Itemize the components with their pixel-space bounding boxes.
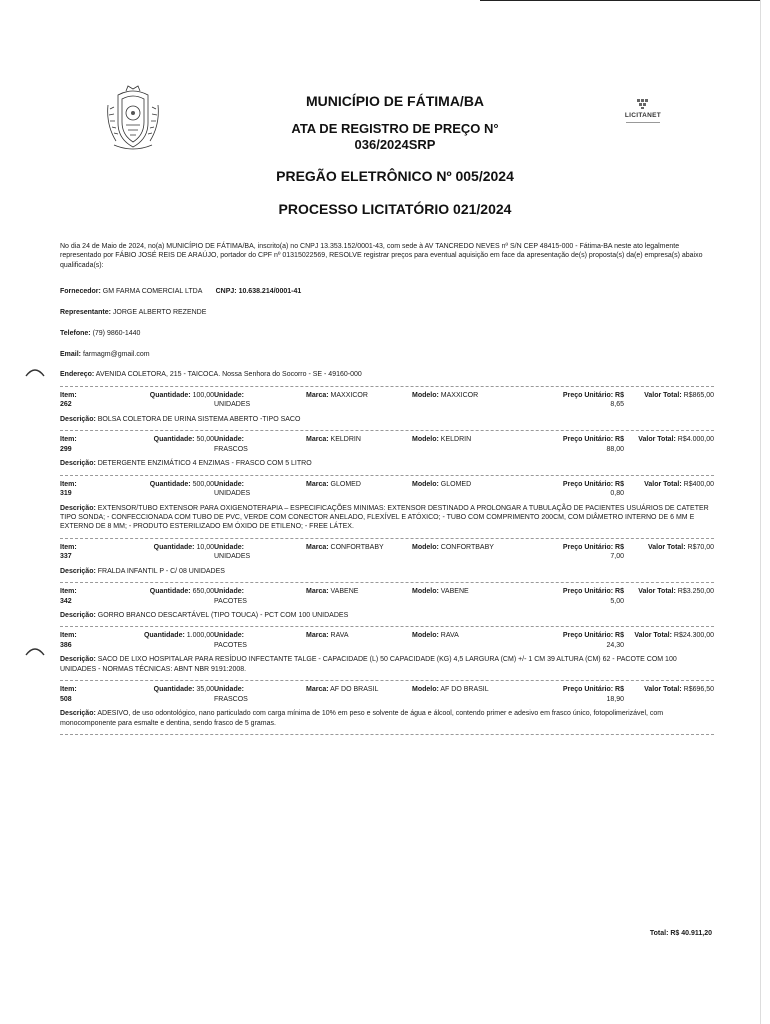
modelo-value: RAVA: [440, 632, 459, 640]
item-cell: [60, 587, 116, 606]
licitanet-logo-icon: [636, 98, 650, 110]
valor-label: Valor Total:: [638, 588, 676, 596]
modelo-cell: [412, 480, 540, 499]
marca-cell: [306, 391, 412, 410]
quantidade-cell: [116, 543, 214, 562]
intro-paragraph: No dia 24 de Maio de 2024, no(a) MUNICÍPIO DE FÁTIMA/BA, inscrito(a) no CNPJ 13.353.152/0001-43, com sede à AV TANCREDO NEVES nº S/N CEP 48415-000 - Fátima-BA neste ato legalmente representado por FÁBIO JOSÉ REIS DE ARAÚJO, portador do CPF nº 01315022569, RESOLVE registrar preços para eventual aquisição em face da apresentação de(s) proposta(s) da(e) empresa(s) abaixo qualificada(s):: [60, 243, 703, 269]
marca-label: Marca:: [306, 543, 329, 551]
item-description: [60, 609, 714, 626]
fornecedor-value: GM FARMA COMERCIAL LTDA: [102, 288, 202, 295]
hole-punch-mark-icon: [24, 368, 46, 378]
modelo-cell: [412, 543, 540, 562]
item-number: 342: [60, 597, 72, 605]
quantidade-label: Quantidade:: [143, 632, 185, 640]
item-number: 319: [60, 490, 72, 498]
item-row: [60, 539, 714, 565]
top-rule: [480, 0, 760, 1]
marca-label: Marca:: [306, 686, 329, 694]
quantidade-label: Quantidade:: [149, 480, 191, 488]
preco-value: 0,80: [610, 490, 624, 498]
representante-label: Representante:: [60, 309, 111, 316]
descricao-value: GORRO BRANCO DESCARTÁVEL (TIPO TOUCA) - PCT COM 100 UNIDADES: [97, 612, 349, 619]
endereco-value: AVENIDA COLETORA, 215 - TAICOCA. Nossa Senhora do Socorro - SE - 49160-000: [95, 371, 362, 378]
valor-cell: [624, 391, 714, 410]
quantidade-value: 10,00: [196, 543, 214, 551]
preco-cell: [540, 685, 624, 704]
marca-label: Marca:: [306, 392, 329, 399]
item-cell: [60, 685, 116, 704]
quantidade-value: 100,00: [192, 392, 214, 399]
processo-title: PROCESSO LICITATÓRIO 021/2024: [278, 200, 512, 217]
marca-cell: [306, 631, 412, 650]
licitanet-name: LICITANET: [624, 112, 662, 119]
quantidade-cell: [116, 631, 214, 650]
unidade-label: Unidade:: [214, 632, 244, 640]
modelo-cell: [412, 391, 540, 410]
modelo-value: AF DO BRASIL: [440, 686, 489, 694]
preco-cell: [540, 543, 624, 562]
email-label: Email:: [60, 351, 82, 358]
valor-cell: [624, 435, 714, 454]
quantidade-value: 35,00: [196, 686, 214, 694]
valor-value: R$696,50: [683, 686, 714, 694]
modelo-label: Modelo:: [412, 436, 439, 444]
preco-label: Preço Unitário: R$: [562, 480, 624, 488]
quantidade-cell: [116, 480, 214, 499]
email-line: [60, 350, 710, 359]
item-cell: [60, 543, 116, 562]
quantidade-label: Quantidade:: [153, 543, 195, 551]
marca-value: CONFORTBABY: [330, 543, 384, 551]
unidade-label: Unidade:: [214, 686, 244, 694]
descricao-label: Descrição:: [60, 656, 96, 664]
descricao-label: Descrição:: [60, 504, 96, 512]
item-cell: [60, 391, 116, 410]
valor-value: R$400,00: [683, 480, 714, 488]
unidade-cell: [214, 631, 306, 650]
valor-cell: [624, 543, 714, 562]
items-list: [60, 386, 714, 735]
representante-line: [60, 308, 710, 317]
cnpj-label: CNPJ:: [215, 288, 237, 295]
endereco-line: [60, 370, 710, 379]
grand-total: Total: R$ 40.911,20: [649, 930, 712, 937]
modelo-cell: [412, 435, 540, 454]
item-label: Item:: [60, 543, 77, 551]
preco-value: 5,00: [610, 597, 624, 605]
unidade-label: Unidade:: [214, 436, 244, 444]
valor-value: R$24.300,00: [673, 632, 714, 640]
item-label: Item:: [60, 480, 77, 488]
quantidade-label: Quantidade:: [153, 686, 195, 694]
modelo-label: Modelo:: [412, 588, 439, 596]
item-cell: [60, 631, 116, 650]
marca-value: KELDRIN: [330, 436, 361, 444]
modelo-label: Modelo:: [412, 392, 439, 399]
quantidade-cell: [116, 685, 214, 704]
valor-value: R$865,00: [683, 392, 714, 399]
valor-cell: [624, 480, 714, 499]
preco-cell: [540, 391, 624, 410]
preco-cell: [540, 631, 624, 650]
representante-value: JORGE ALBERTO REZENDE: [112, 309, 207, 316]
modelo-label: Modelo:: [412, 686, 439, 694]
unidade-label: Unidade:: [214, 480, 244, 488]
quantidade-value: 50,00: [196, 436, 214, 444]
preco-value: 18,90: [606, 695, 624, 703]
unidade-value: FRASCOS: [214, 695, 248, 703]
valor-cell: [624, 685, 714, 704]
quantidade-cell: [116, 587, 214, 606]
marca-cell: [306, 543, 412, 562]
valor-cell: [624, 587, 714, 606]
licitanet-tagline: [626, 122, 660, 123]
unidade-value: FRASCOS: [214, 445, 248, 453]
unidade-cell: [214, 435, 306, 454]
unidade-value: UNIDADES: [214, 490, 251, 498]
ata-title-line2: 036/2024SRP: [354, 136, 436, 152]
modelo-label: Modelo:: [412, 543, 439, 551]
municipal-coat-of-arms-icon: [104, 85, 162, 153]
preco-label: Preço Unitário: R$: [562, 543, 624, 551]
unidade-value: UNIDADES: [214, 553, 251, 561]
marca-value: RAVA: [330, 632, 349, 640]
marca-cell: [306, 685, 412, 704]
valor-cell: [624, 631, 714, 650]
modelo-value: GLOMED: [440, 480, 472, 488]
licitanet-logo: [618, 98, 668, 124]
valor-label: Valor Total:: [644, 392, 682, 399]
quantidade-label: Quantidade:: [149, 588, 191, 596]
valor-label: Valor Total:: [647, 543, 686, 551]
marca-cell: [306, 587, 412, 606]
cnpj-value: 10.638.214/0001-41: [238, 288, 302, 295]
marca-value: AF DO BRASIL: [330, 686, 379, 694]
preco-label: Preço Unitário: R$: [562, 436, 624, 444]
marca-label: Marca:: [306, 588, 329, 596]
endereco-label: Endereço:: [60, 371, 95, 378]
modelo-cell: [412, 587, 540, 606]
descricao-label: Descrição:: [60, 612, 96, 619]
item-description: [60, 653, 714, 680]
item-label: Item:: [60, 392, 77, 399]
document-header: [230, 92, 560, 218]
valor-value: R$70,00: [687, 543, 714, 551]
modelo-label: Modelo:: [412, 480, 439, 488]
unidade-cell: [214, 480, 306, 499]
descricao-label: Descrição:: [60, 567, 96, 575]
marca-label: Marca:: [306, 436, 329, 444]
unidade-label: Unidade:: [214, 588, 244, 596]
item-cell: [60, 480, 116, 499]
telefone-label: Telefone:: [60, 330, 91, 337]
modelo-value: KELDRIN: [440, 436, 472, 444]
item-row: [60, 476, 714, 502]
quantidade-label: Quantidade:: [149, 392, 191, 399]
hole-punch-mark-icon: [24, 647, 46, 657]
preco-value: 7,00: [610, 553, 624, 561]
preco-label: Preço Unitário: R$: [562, 392, 624, 399]
page-edge: [760, 0, 761, 1024]
descricao-value: EXTENSOR/TUBO EXTENSOR PARA OXIGENOTERAPIA – ESPECIFICAÇÕES MINIMAS: EXTENSOR DESTINADO A PROLONGAR A TUBULAÇÃO DE PACIENTES USUÁRIOS DE CATETER TIPO SONDA; - CONFECCIONADA COM TUBO DE PVC, VERDE COM CONECTOR ANELADO, FLEXÍVEL E ATÓXICO; - TUBO COM COMPRIMENTO 200CM, COM DIÂMETRO INTERNO DE 6 MM E EXTERNO DE 8 MM; - PRODUTO ESTERILIZADO EM ÓXIDO DE ETILENO; - FREE LÁTEX.: [60, 504, 709, 531]
preco-cell: [540, 587, 624, 606]
item-number: 262: [60, 401, 72, 409]
marca-cell: [306, 435, 412, 454]
valor-label: Valor Total:: [644, 686, 682, 694]
descricao-value: BOLSA COLETORA DE URINA SISTEMA ABERTO -TIPO SACO: [97, 415, 301, 423]
quantidade-label: Quantidade:: [153, 436, 195, 444]
preco-value: 8,65: [610, 401, 624, 409]
marca-label: Marca:: [306, 632, 329, 640]
quantidade-value: 650,00: [192, 588, 214, 596]
descricao-value: SACO DE LIXO HOSPITALAR PARA RESÍDUO INFECTANTE TALGE - CAPACIDADE (L) 50 CAPACIDADE (KG) 4,5 LARGURA (CM) +/- 1 CM 39 ALTURA (CM) 62 - PACOTE COM 100 UNIDADES - NORMAS TÉCNICAS: ABNT NBR 9191:2008.: [60, 656, 677, 673]
marca-value: GLOMED: [330, 480, 361, 488]
item-label: Item:: [60, 686, 77, 694]
ata-title-line1: ATA DE REGISTRO DE PREÇO N°: [291, 120, 499, 136]
modelo-value: CONFORTBABY: [440, 543, 494, 551]
supplier-line: [60, 287, 710, 296]
marca-value: MAXXICOR: [330, 392, 368, 399]
item-label: Item:: [60, 632, 77, 640]
email-value: farmagm@gmail.com: [82, 351, 150, 358]
municipio-title: MUNICÍPIO DE FÁTIMA/BA: [305, 93, 485, 109]
preco-label: Preço Unitário: R$: [562, 686, 624, 694]
item-row: [60, 681, 714, 707]
separator: [60, 734, 714, 735]
item-number: 508: [60, 695, 72, 703]
unidade-cell: [214, 685, 306, 704]
preco-value: 88,00: [606, 445, 624, 453]
telefone-line: [60, 329, 710, 338]
descricao-value: FRALDA INFANTIL P - C/ 08 UNIDADES: [97, 567, 225, 575]
modelo-value: VABENE: [440, 588, 469, 596]
descricao-value: ADESIVO, de uso odontológico, nano particulado com carga mínima de 10% em peso e solvente de água e álcool, contendo primer e adesivo em frasco único, fotopolimerizável, com monocomponente para esmalte e dentina, sendo frasco de 5 gramas.: [60, 710, 664, 727]
preco-cell: [540, 435, 624, 454]
preco-value: 24,30: [606, 641, 624, 649]
unidade-value: PACOTES: [214, 597, 247, 605]
modelo-cell: [412, 685, 540, 704]
item-number: 337: [60, 553, 72, 561]
pregao-title: PREGÃO ELETRÔNICO Nº 005/2024: [276, 167, 514, 184]
item-description: [60, 413, 714, 430]
preco-cell: [540, 480, 624, 499]
valor-value: R$3.250,00: [677, 588, 714, 596]
item-description: [60, 565, 714, 582]
item-number: 386: [60, 641, 72, 649]
valor-label: Valor Total:: [634, 632, 672, 640]
item-description: [60, 707, 714, 734]
unidade-value: UNIDADES: [214, 401, 251, 409]
item-label: Item:: [60, 436, 77, 444]
valor-label: Valor Total:: [638, 436, 676, 444]
preco-label: Preço Unitário: R$: [562, 588, 624, 596]
valor-label: Valor Total:: [644, 480, 682, 488]
quantidade-cell: [116, 391, 214, 410]
quantidade-value: 1.000,00: [186, 632, 214, 640]
valor-value: R$4.000,00: [677, 436, 714, 444]
unidade-value: PACOTES: [214, 641, 247, 649]
quantidade-value: 500,00: [192, 480, 214, 488]
item-row: [60, 583, 714, 609]
descricao-label: Descrição:: [60, 710, 96, 718]
modelo-cell: [412, 631, 540, 650]
item-row: [60, 627, 714, 653]
fornecedor-label: Fornecedor:: [60, 288, 101, 295]
descricao-value: DETERGENTE ENZIMÁTICO 4 ENZIMAS - FRASCO COM 5 LITRO: [97, 460, 312, 468]
telefone-value: (79) 9860-1440: [92, 330, 141, 337]
unidade-cell: [214, 391, 306, 410]
unidade-cell: [214, 587, 306, 606]
marca-label: Marca:: [306, 480, 329, 488]
marca-cell: [306, 480, 412, 499]
unidade-label: Unidade:: [214, 543, 244, 551]
modelo-value: MAXXICOR: [440, 392, 479, 399]
unidade-label: Unidade:: [214, 392, 244, 399]
marca-value: VABENE: [330, 588, 359, 596]
item-description: [60, 502, 714, 538]
modelo-label: Modelo:: [412, 632, 439, 640]
item-number: 299: [60, 445, 72, 453]
item-row: [60, 387, 714, 413]
unidade-cell: [214, 543, 306, 562]
preco-label: Preço Unitário: R$: [562, 632, 624, 640]
descricao-label: Descrição:: [60, 460, 96, 468]
descricao-label: Descrição:: [60, 415, 96, 423]
item-row: [60, 431, 714, 457]
item-label: Item:: [60, 588, 77, 596]
item-description: [60, 457, 714, 474]
item-cell: [60, 435, 116, 454]
quantidade-cell: [116, 435, 214, 454]
